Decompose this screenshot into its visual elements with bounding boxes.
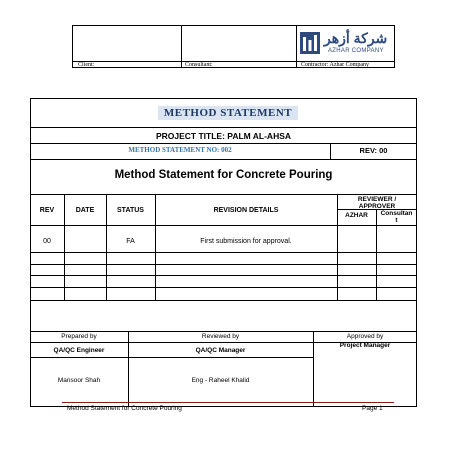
col-header-consultant-line2: t bbox=[395, 217, 398, 224]
col-header-revision-details: REVISION DETAILS bbox=[213, 207, 279, 214]
method-statement-number: METHOD STATEMENT NO: 002 bbox=[128, 146, 232, 154]
reviewed-by-label: Reviewed by bbox=[201, 333, 240, 340]
approved-role: Project Manager bbox=[339, 342, 391, 349]
footer-page-number: Page 1 bbox=[362, 405, 383, 412]
consultant-label: Consultant: bbox=[185, 62, 213, 68]
approved-by-label: Approved by bbox=[346, 333, 384, 340]
footer-rule bbox=[62, 402, 394, 403]
col-header-reviewer bbox=[337, 196, 417, 210]
col-header-consultant bbox=[376, 210, 417, 224]
reviewed-name: Eng - Raheel Khalid bbox=[191, 377, 250, 384]
project-title: PROJECT TITLE: PALM AL-AHSA bbox=[155, 131, 292, 141]
col-header-rev: REV bbox=[39, 207, 55, 214]
revision-number: REV: 00 bbox=[359, 146, 388, 155]
contractor-label: Contractor: Azhar Company bbox=[301, 62, 369, 68]
col-header-reviewer-line2: APPROVER bbox=[358, 203, 396, 210]
prepared-by-label: Prepared by bbox=[61, 333, 97, 340]
document-title: Method Statement for Concrete Pouring bbox=[114, 169, 333, 181]
col-header-azhar: AZHAR bbox=[345, 212, 368, 219]
col-header-date: DATE bbox=[75, 207, 95, 214]
method-statement-banner: METHOD STATEMENT bbox=[158, 106, 298, 120]
company-logo bbox=[300, 28, 392, 58]
client-label: Client: bbox=[78, 62, 95, 68]
reviewed-role: QA/QC Manager bbox=[195, 347, 246, 354]
row-rev: 00 bbox=[43, 238, 51, 245]
logo-arabic-text: شركة أزهر bbox=[324, 30, 388, 46]
col-header-consultant-line1: Consultan bbox=[380, 210, 413, 217]
logo-english-text: AZHAR COMPANY bbox=[328, 48, 384, 54]
row-details: First submission for approval. bbox=[200, 238, 292, 245]
building-icon bbox=[300, 32, 320, 54]
prepared-name: Mansoor Shah bbox=[57, 377, 101, 384]
col-header-reviewer-line1: REVIEWER / bbox=[357, 196, 397, 203]
prepared-role: QA/QC Engineer bbox=[53, 347, 105, 354]
row-status: FA bbox=[126, 238, 135, 245]
footer-document-title: Method Statement for Concrete Pouring bbox=[67, 405, 182, 412]
col-header-status: STATUS bbox=[117, 207, 144, 214]
